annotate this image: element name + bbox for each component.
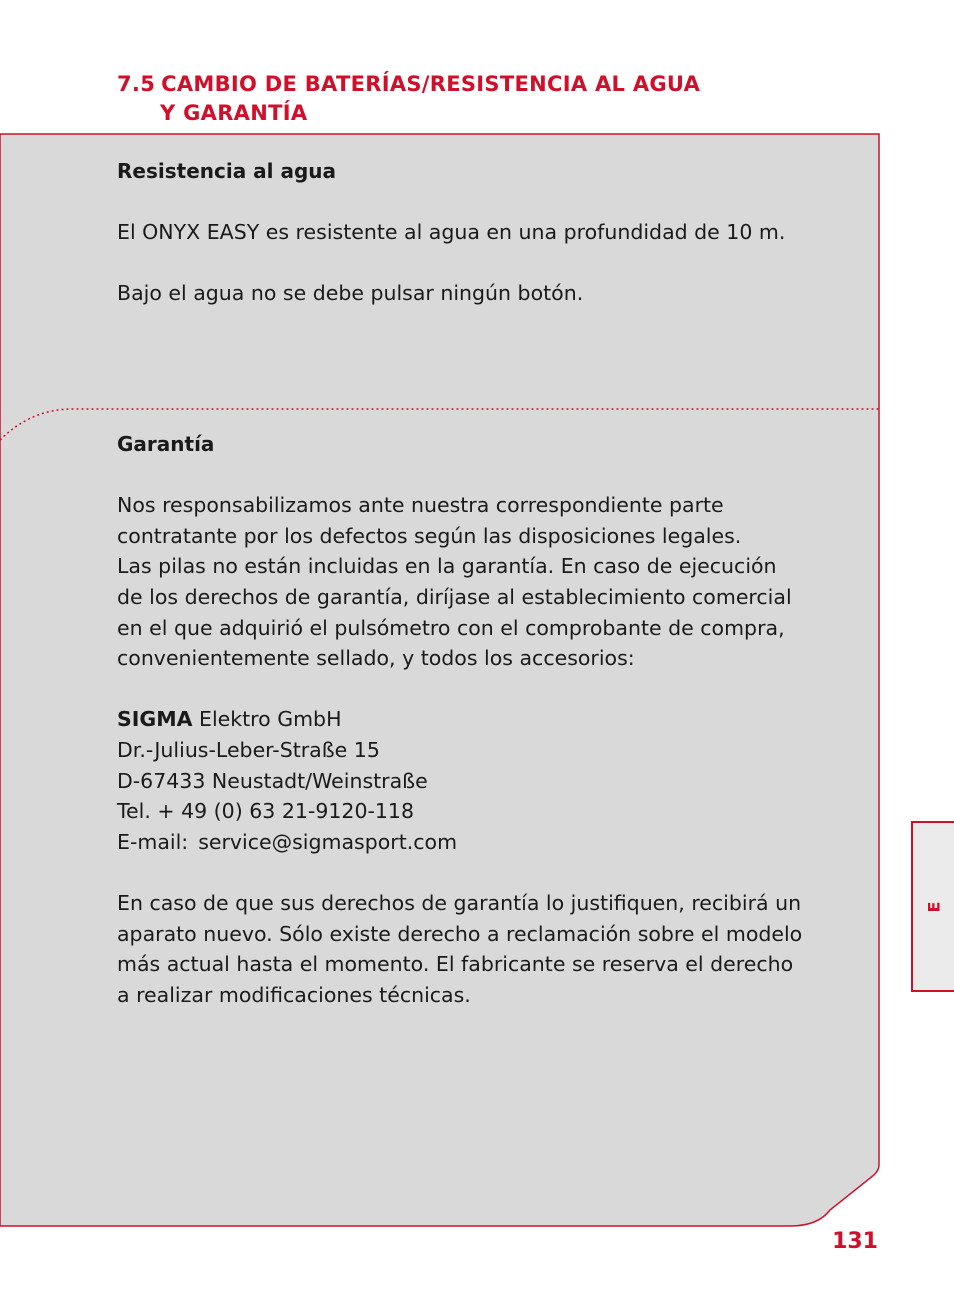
language-tab-letter: E — [924, 901, 943, 912]
water-resistance-section — [117, 156, 837, 309]
water-resistance-paragraph-1: El ONYX EASY es resistente al agua en una profundidad de 10 m. — [117, 220, 786, 245]
address-city: D-67433 Neustadt/Weinstraße — [117, 768, 428, 793]
warranty-section — [117, 429, 837, 1010]
warranty-closing-line: En caso de que sus derechos de garantía lo justifiquen, recibirá un — [117, 890, 802, 915]
page-number: 131 — [832, 1229, 878, 1254]
warranty-body-line: contratante por los defectos según las disposiciones legales. — [117, 523, 742, 548]
email-link[interactable]: service@sigmasport.com — [198, 829, 458, 854]
section-title-line1: CAMBIO DE BATERÍAS/RESISTENCIA AL AGUA — [161, 72, 701, 96]
warranty-closing-line: más actual hasta el momento. El fabricante se reserva el derecho — [117, 952, 794, 977]
warranty-body-line: Nos responsabilizamos ante nuestra correspondiente parte — [117, 493, 724, 518]
section-number: 7.5 — [117, 72, 156, 96]
email-label: E-mail: — [117, 829, 189, 854]
water-resistance-heading: Resistencia al agua — [117, 159, 337, 183]
language-tab — [911, 821, 954, 992]
address-email-row — [117, 827, 837, 858]
warranty-closing-line: a realizar modificaciones técnicas. — [117, 982, 471, 1007]
warranty-body-line: convenientemente sellado, y todos los accesorios: — [117, 646, 635, 671]
section-title-line2: Y GARANTÍA — [160, 101, 308, 125]
warranty-body-line: de los derechos de garantía, diríjase al establecimiento comercial — [117, 584, 792, 609]
warranty-body-line: Las pilas no están incluidas en la garantía. En caso de ejecución — [117, 554, 777, 579]
warranty-closing-line: aparato nuevo. Sólo existe derecho a reclamación sobre el modelo — [117, 921, 803, 946]
water-resistance-paragraph-2: Bajo el agua no se debe pulsar ningún botón. — [117, 281, 584, 306]
warranty-heading: Garantía — [117, 432, 215, 456]
brand-name: SIGMA — [117, 707, 193, 732]
address-phone: Tel. + 49 (0) 63 21-9120-118 — [117, 799, 415, 824]
address-company — [117, 704, 837, 735]
company-name: Elektro GmbH — [192, 707, 342, 732]
warranty-body-line: en el que adquirió el pulsómetro con el comprobante de compra, — [117, 615, 785, 640]
address-street: Dr.-Julius-Leber-Straße 15 — [117, 737, 380, 762]
